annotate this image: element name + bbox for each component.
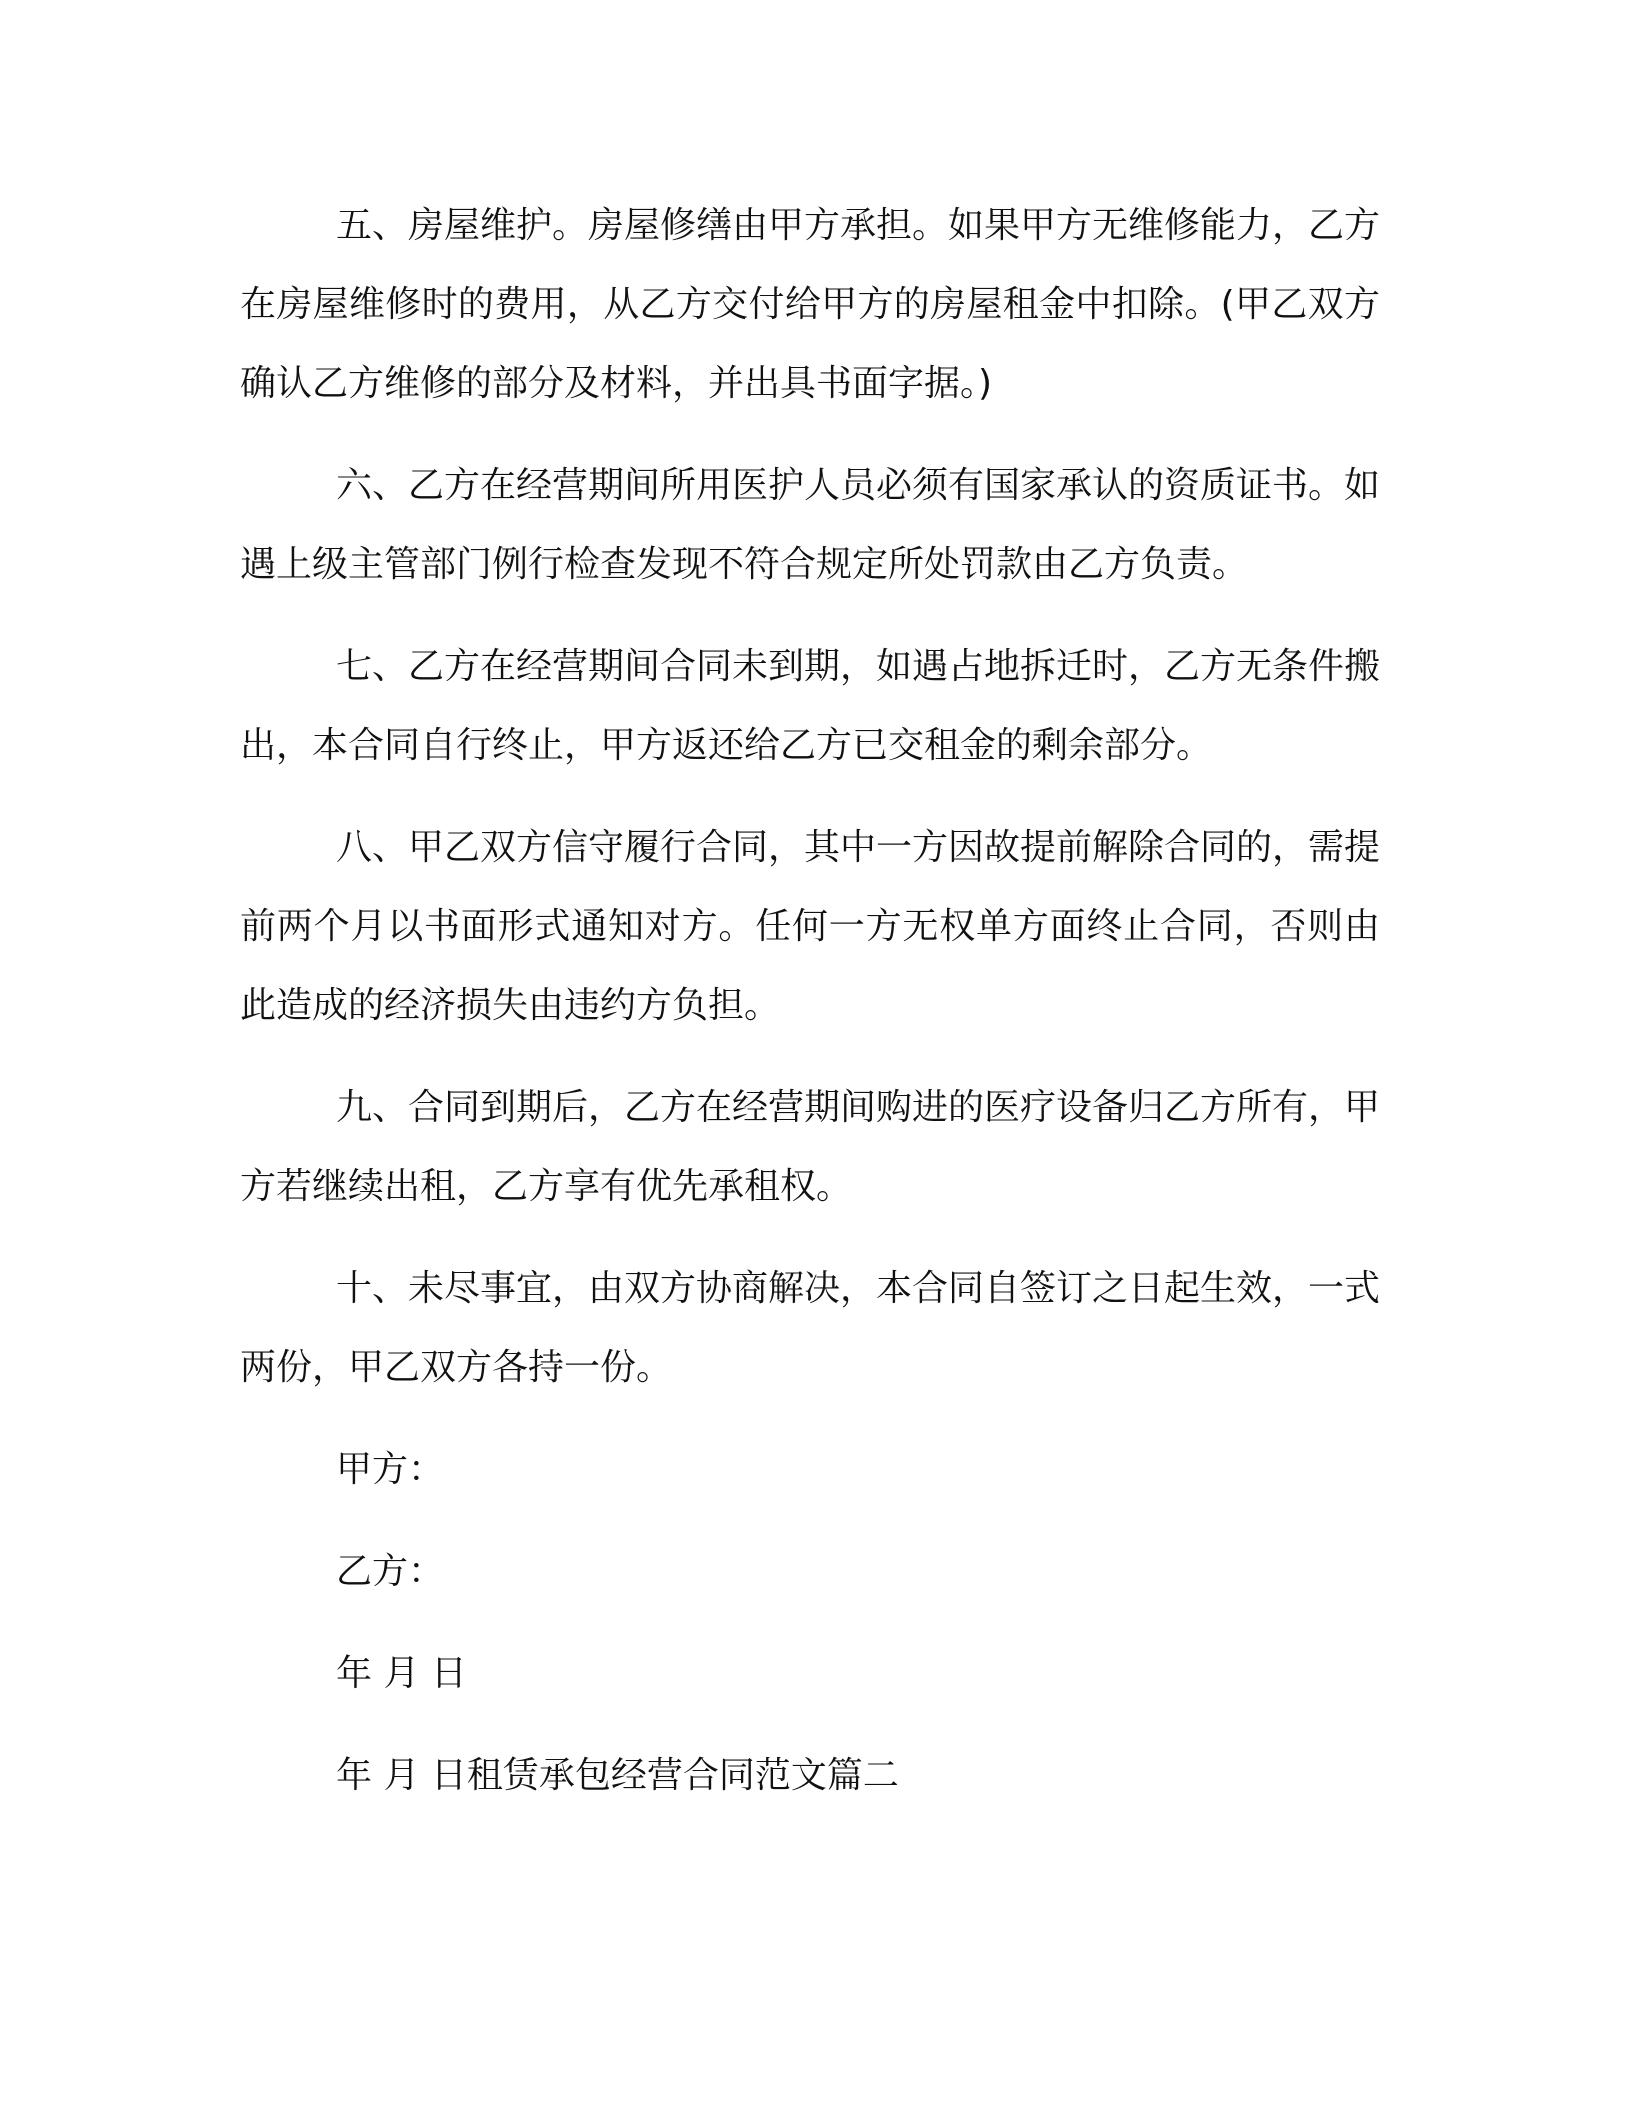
clause-10: 十、未尽事宜，由双方协商解决，本合同自签订之日起生效，一式两份，甲乙双方各持一份。 [240, 1268, 1381, 1388]
clause-8: 八、甲乙双方信守履行合同，其中一方因故提前解除合同的，需提前两个月以书面形式通知对方。任何一方无权单方面终止合同，否则由此造成的经济损失由违约方负担。 [240, 827, 1381, 1026]
party-a-signature: 甲方： [336, 1449, 445, 1490]
next-section-title: 年 月 日租赁承包经营合同范文篇二 [336, 1755, 899, 1796]
date-line: 年 月 日 [336, 1653, 467, 1694]
clause-9: 九、合同到期后，乙方在经营期间购进的医疗设备归乙方所有，甲方若继续出租，乙方享有优先承租权。 [240, 1087, 1381, 1207]
clause-7: 七、乙方在经营期间合同未到期，如遇占地拆迁时，乙方无条件搬出，本合同自行终止，甲方返还给乙方已交租金的剩余部分。 [240, 646, 1381, 766]
clause-6: 六、乙方在经营期间所用医护人员必须有国家承认的资质证书。如遇上级主管部门例行检查发现不符合规定所处罚款由乙方负责。 [240, 465, 1381, 585]
document-body [240, 186, 1380, 1838]
clause-5: 五、房屋维护。房屋修缮由甲方承担。如果甲方无维修能力，乙方在房屋维修时的费用，从乙方交付给甲方的房屋租金中扣除。(甲乙双方确认乙方维修的部分及材料，并出具书面字据。) [240, 205, 1381, 404]
party-b-signature: 乙方： [336, 1551, 445, 1592]
